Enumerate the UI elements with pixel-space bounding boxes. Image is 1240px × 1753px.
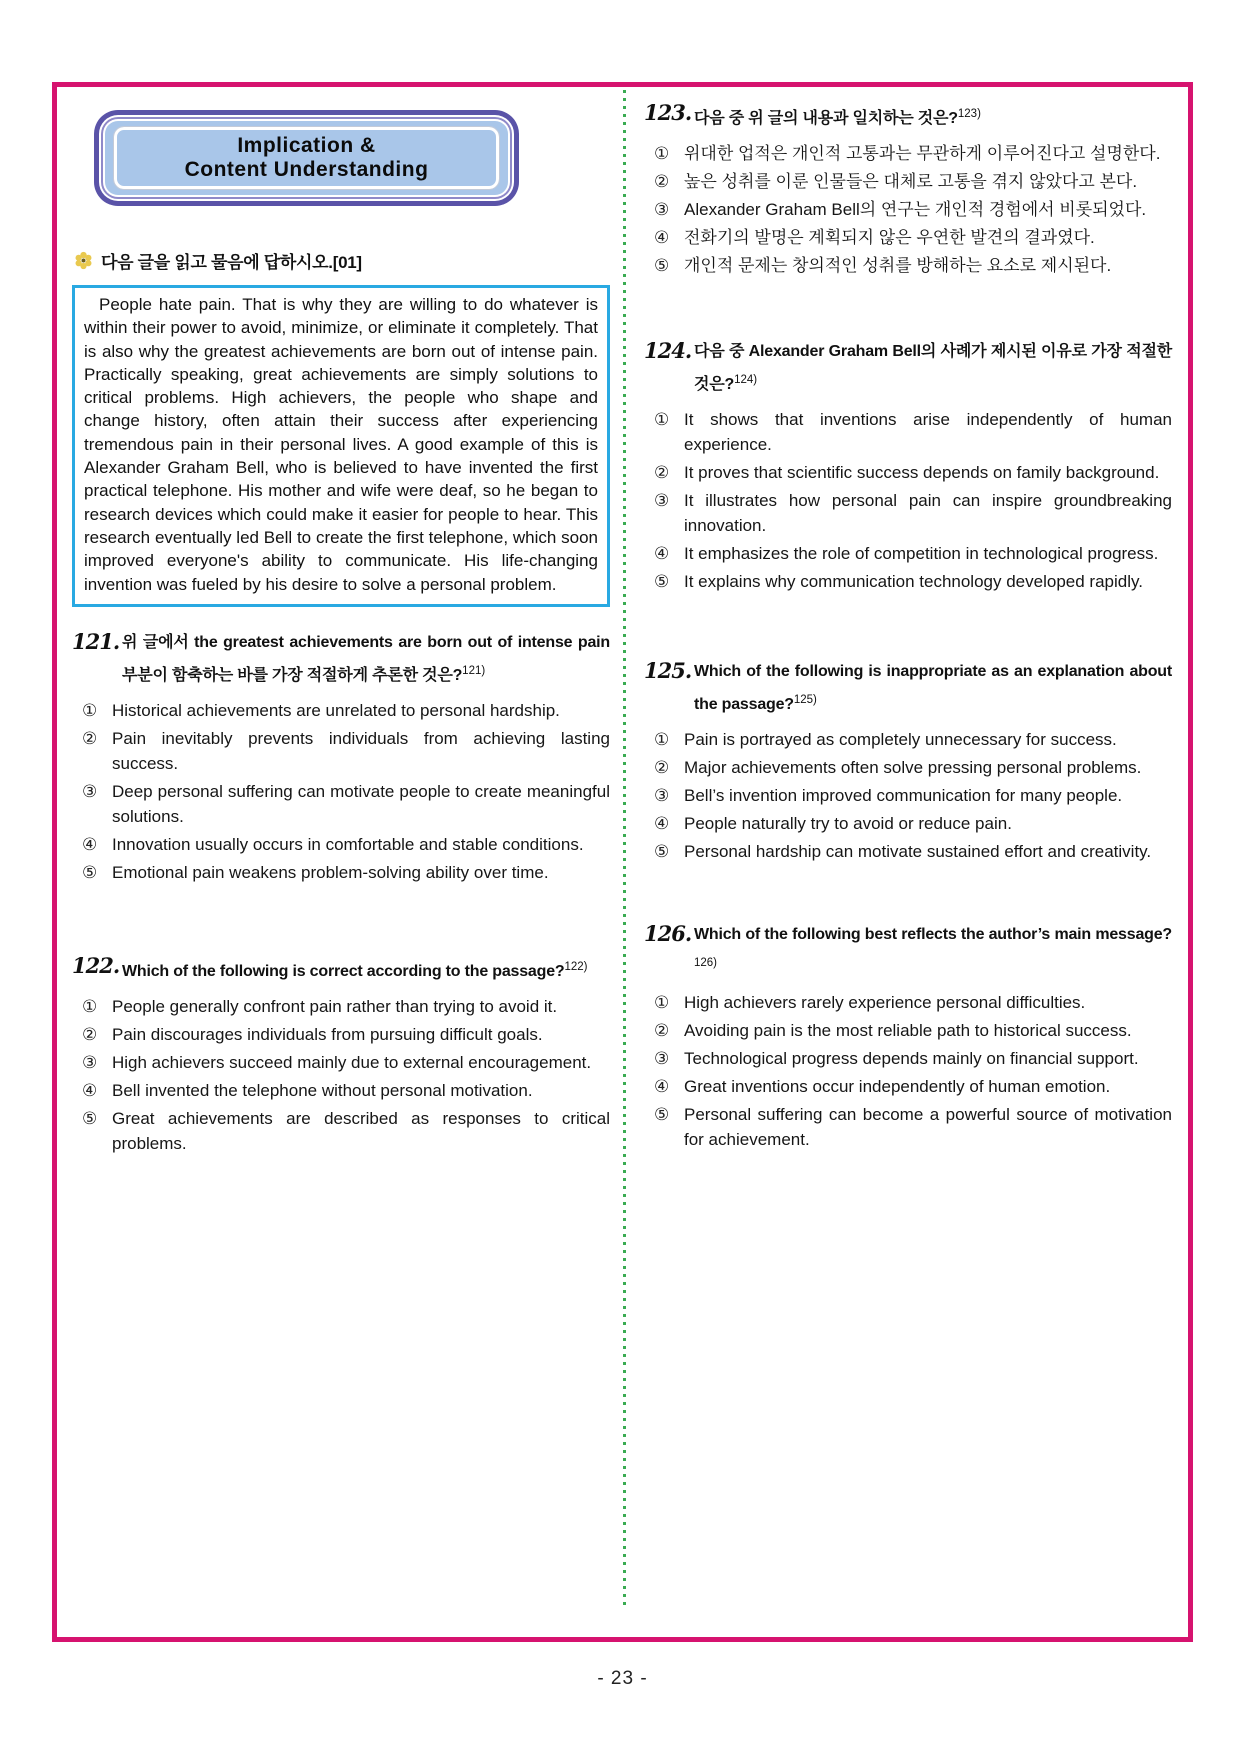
option [644, 407, 1172, 457]
option-text: It proves that scientific success depends on family background. [684, 463, 1160, 482]
option-marker: ④ [654, 814, 670, 833]
option-marker: ③ [654, 491, 670, 510]
page-number: - 23 - [597, 1668, 648, 1689]
option-text: People generally confront pain rather than trying to avoid it. [112, 996, 558, 1016]
option-marker: ② [82, 728, 98, 748]
option [644, 839, 1172, 864]
footnote-marker: 123) [957, 108, 981, 120]
question-stem [122, 953, 610, 986]
option [72, 832, 610, 857]
option-marker: ④ [654, 228, 670, 247]
option-text: Emotional pain weakens problem-solving ability over time. [112, 862, 549, 882]
column-right [644, 96, 1172, 1152]
option-marker: ⑤ [654, 256, 670, 275]
option-text: 위대한 업적은 개인적 고통과는 무관하게 이루어진다고 설명한다. [684, 144, 1161, 163]
option [644, 460, 1172, 485]
option-text: 개인적 문제는 창의적인 성취를 방해하는 요소로 제시된다. [684, 256, 1112, 275]
options-list [72, 695, 610, 885]
option-marker: ④ [654, 1077, 670, 1096]
option-text: People naturally try to avoid or reduce pain. [684, 814, 1012, 833]
question-stem [122, 629, 610, 690]
option [644, 1074, 1172, 1099]
option-marker: ④ [82, 1080, 98, 1100]
question-stem [694, 921, 1172, 982]
option-text: It illustrates how personal pain can inspire groundbreaking innovation. [684, 491, 1172, 535]
option-text: Personal suffering can become a powerful source of motivation for achievement. [684, 1105, 1172, 1149]
option-text: Avoiding pain is the most reliable path to historical success. [684, 1021, 1132, 1040]
instruction-row [74, 248, 610, 273]
option-text: It emphasizes the role of competition in technological progress. [684, 544, 1159, 563]
option [644, 755, 1172, 780]
column-divider [623, 90, 626, 1610]
option-marker: ② [654, 463, 670, 482]
option [644, 1102, 1172, 1152]
option-marker: ② [654, 758, 670, 777]
question-stem-text: 다음 중 Alexander Graham Bell의 사례가 제시된 이유로 가장 적절한 것은? [694, 343, 1172, 393]
question-126 [644, 921, 1172, 1152]
question-stem-text: Which of the following is inappropriate as an explanation about the passage? [694, 663, 1172, 713]
option-marker: ② [82, 1024, 98, 1044]
option-marker: ⑤ [82, 1108, 98, 1128]
option [72, 860, 610, 885]
option-marker: ③ [654, 200, 670, 219]
option [72, 1106, 610, 1156]
question-122 [72, 953, 610, 1156]
question-stem [694, 338, 1172, 399]
option-marker: ⑤ [82, 862, 98, 882]
option-text: Pain inevitably prevents individuals from achieving lasting success. [112, 728, 610, 773]
question-number: 124. [644, 338, 692, 363]
option-marker: ① [654, 410, 670, 429]
option-marker: ⑤ [654, 842, 670, 861]
question-stem [694, 100, 1172, 133]
option [644, 990, 1172, 1015]
option [644, 169, 1172, 194]
question-number: 122. [72, 952, 120, 978]
option-text: Deep personal suffering can motivate people to create meaningful solutions. [112, 781, 610, 826]
question-stem-text: Which of the following is correct according to the passage? [122, 962, 565, 980]
option-marker: ④ [82, 834, 98, 854]
option-marker: ③ [82, 781, 98, 801]
option-text: High achievers succeed mainly due to external encouragement. [112, 1052, 592, 1072]
option-marker: ① [654, 730, 670, 749]
option-text: High achievers rarely experience personal difficulties. [684, 993, 1086, 1012]
option-marker: ④ [654, 544, 670, 563]
footnote-marker: 122) [564, 960, 588, 973]
options-list [644, 138, 1172, 278]
option [72, 698, 610, 723]
passage-text: People hate pain. That is why they are willing to do whatever is within their power to avoid, minimize, or eliminate it completely. That is also why the greatest achievements are born out of intense pain. Practically speaking, great achievements are simply solutions to critical problems. High achievers, the people who shape and change history, often attain their success after experiencing tremendous pain in their personal lives. A good example of this is Alexander Graham Bell, who is believed to have invented the first practical telephone. His mother and wife were deaf, so he began to research devices which could make it easier for people to hear. This research eventually led Bell to create the first telephone, which soon improved everyone's ability to communicate. His life-changing invention was fueled by his desire to solve a personal problem. [84, 295, 598, 594]
option [72, 726, 610, 776]
question-number: 125. [644, 658, 692, 683]
option [72, 1022, 610, 1047]
option-text: It explains why communication technology developed rapidly. [684, 572, 1143, 591]
option-marker: ① [654, 144, 670, 163]
option [644, 197, 1172, 222]
question-number: 126. [644, 921, 692, 946]
option [72, 779, 610, 829]
question-stem-text: 다음 중 위 글의 내용과 일치하는 것은? [694, 110, 958, 127]
option-text: Historical achievements are unrelated to personal hardship. [112, 700, 560, 720]
option [644, 488, 1172, 538]
badge-title-line2: Content Understanding [184, 158, 429, 181]
option [644, 783, 1172, 808]
badge-title-line1: Implication & [237, 134, 376, 157]
instruction-text: 다음 글을 읽고 물음에 답하시오.[01] [101, 253, 362, 272]
option [644, 569, 1172, 594]
footnote-marker: 121) [462, 664, 486, 677]
option-marker: ① [654, 993, 670, 1012]
question-stem-text: 위 글에서 the greatest achievements are born out of intense pain 부분이 함축하는 바를 가장 적절하게 추론한 것은? [122, 633, 610, 684]
option [644, 811, 1172, 836]
question-stem-text: Which of the following best reflects the author’s main message? [694, 926, 1172, 943]
footnote-marker: 126) [694, 957, 718, 969]
option-text: Pain discourages individuals from pursuing difficult goals. [112, 1024, 543, 1044]
option-marker: ⑤ [654, 1105, 670, 1124]
option-text: Innovation usually occurs in comfortable and stable conditions. [112, 834, 584, 854]
option-marker: ② [654, 1021, 670, 1040]
option-text: Major achievements often solve pressing personal problems. [684, 758, 1142, 777]
option-text: Bell’s invention improved communication for many people. [684, 786, 1123, 805]
title-badge [94, 110, 519, 206]
option-text: Pain is portrayed as completely unnecessary for success. [684, 730, 1117, 749]
option [644, 141, 1172, 166]
option-marker: ① [82, 996, 98, 1016]
option [644, 225, 1172, 250]
question-124 [644, 338, 1172, 594]
option-marker: ② [654, 172, 670, 191]
passage-box [72, 285, 610, 607]
option [644, 1018, 1172, 1043]
option-text: Alexander Graham Bell의 연구는 개인적 경험에서 비롯되었다. [684, 200, 1147, 219]
footnote-marker: 125) [793, 694, 817, 706]
options-list [644, 987, 1172, 1152]
option-text: 전화기의 발명은 계획되지 않은 우연한 발견의 결과였다. [684, 228, 1095, 247]
option [644, 727, 1172, 752]
option-text: Great inventions occur independently of human emotion. [684, 1077, 1111, 1096]
option [644, 541, 1172, 566]
option-marker: ③ [82, 1052, 98, 1072]
option-marker: ⑤ [654, 572, 670, 591]
option [644, 1046, 1172, 1071]
option-text: Bell invented the telephone without personal motivation. [112, 1080, 533, 1100]
option-text: Personal hardship can motivate sustained effort and creativity. [684, 842, 1152, 861]
option [72, 1078, 610, 1103]
question-125 [644, 658, 1172, 864]
question-number: 123. [644, 100, 692, 125]
footnote-marker: 124) [734, 374, 758, 386]
flower-icon [74, 251, 93, 270]
options-list [644, 404, 1172, 594]
option-text: It shows that inventions arise independently of human experience. [684, 410, 1172, 454]
option-marker: ③ [654, 1049, 670, 1068]
option-marker: ③ [654, 786, 670, 805]
options-list [644, 724, 1172, 864]
option-text: Technological progress depends mainly on financial support. [684, 1049, 1139, 1068]
option-text: 높은 성취를 이룬 인물들은 대체로 고통을 겪지 않았다고 본다. [684, 172, 1138, 191]
option-marker: ① [82, 700, 98, 720]
question-121 [72, 629, 610, 885]
question-123 [644, 100, 1172, 278]
question-stem [694, 658, 1172, 719]
column-left [72, 96, 610, 1156]
question-number: 121. [72, 628, 120, 654]
option [644, 253, 1172, 278]
option [72, 1050, 610, 1075]
options-list [72, 991, 610, 1156]
option-text: Great achievements are described as responses to critical problems. [112, 1108, 610, 1153]
option [72, 994, 610, 1019]
